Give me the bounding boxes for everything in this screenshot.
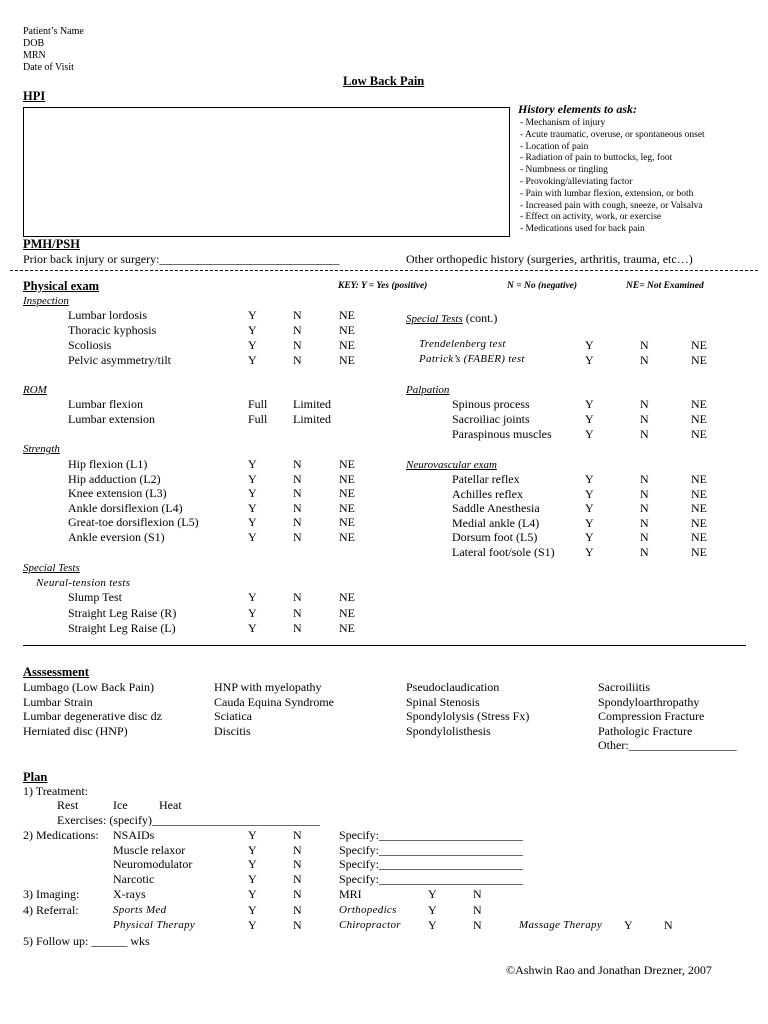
option-full[interactable]: Full [248, 412, 268, 426]
key-not-examined: NE= Not Examined [626, 281, 704, 291]
no-option[interactable]: N [293, 857, 302, 872]
no-option[interactable]: N [293, 605, 302, 620]
assessment-option[interactable]: Sciatica [214, 709, 252, 724]
ne-option[interactable]: NE [339, 621, 355, 635]
exam-item-label: Lumbar extension [68, 412, 155, 426]
assessment-option[interactable]: Spondyloarthropathy [598, 694, 700, 709]
chiropractor-no[interactable]: N [473, 918, 482, 932]
ice-option[interactable]: Ice [113, 798, 128, 812]
exam-item-label: Saddle Anesthesia [452, 501, 540, 516]
medication-label: Muscle relaxor [113, 842, 186, 857]
follow-up-field[interactable]: 5) Follow up: ______ wks [23, 934, 150, 948]
exam-item-label: Knee extension (L3) [68, 486, 167, 501]
no-option[interactable]: N [640, 338, 649, 352]
no-option[interactable]: N [640, 412, 649, 426]
specify-field[interactable]: Specify:________________________ [339, 872, 523, 887]
history-list [520, 118, 705, 236]
ne-option[interactable]: NE [339, 486, 355, 501]
orthopedics-yes[interactable]: Y [428, 903, 437, 917]
orthopedics-no[interactable]: N [473, 903, 482, 917]
yes-option[interactable]: Y [248, 872, 257, 887]
mri-label: MRI [339, 887, 362, 901]
yes-option[interactable]: Y [248, 486, 257, 501]
ne-option[interactable]: NE [691, 397, 707, 411]
key-no: N = No (negative) [507, 281, 578, 291]
treatment-label: 1) Treatment: [23, 784, 88, 798]
yes-option[interactable]: Y [585, 486, 594, 501]
history-item: - Radiation of pain to buttocks, leg, foot [520, 153, 673, 164]
exam-item-label: Spinous process [452, 397, 530, 411]
yes-option[interactable]: Y [248, 500, 257, 515]
history-item: - Pain with lumbar flexion, extension, or both [520, 188, 694, 199]
yes-option[interactable]: Y [585, 338, 594, 352]
exam-item-label: Straight Leg Raise (R) [68, 605, 177, 620]
assessment-option[interactable]: Spondylolysis (Stress Fx) [406, 709, 530, 724]
xrays-yes[interactable]: Y [248, 887, 257, 901]
chiropractor-yes[interactable]: Y [428, 918, 437, 932]
key-yes: KEY: Y = Yes (positive) [338, 281, 428, 291]
ne-option[interactable]: NE [339, 605, 355, 620]
heat-option[interactable]: Heat [159, 798, 182, 812]
ne-option[interactable]: NE [339, 515, 355, 530]
exam-item-label: Thoracic kyphosis [68, 323, 157, 337]
ne-option[interactable]: NE [339, 457, 355, 471]
palpation-heading: Palpation [406, 384, 450, 396]
no-option[interactable]: N [293, 486, 302, 501]
option-limited[interactable]: Limited [293, 412, 331, 426]
no-option[interactable]: N [293, 530, 302, 544]
no-option[interactable]: N [293, 828, 302, 842]
hpi-textbox[interactable] [23, 107, 510, 237]
history-item: - Medications used for back pain [520, 224, 645, 235]
no-option[interactable]: N [640, 486, 649, 501]
exam-item-label: Straight Leg Raise (L) [68, 621, 176, 635]
exam-item-label: Sacroiliac joints [452, 412, 530, 426]
specify-field[interactable]: Specify:________________________ [339, 842, 523, 857]
yes-option[interactable]: Y [585, 501, 594, 516]
exam-item-label: Lumbar lordosis [68, 308, 147, 322]
sports-med-yes[interactable]: Y [248, 903, 257, 917]
medication-label: NSAIDs [113, 828, 155, 842]
ne-option[interactable]: NE [691, 412, 707, 426]
exam-item-label: Trendelenberg test [419, 338, 506, 350]
neurovascular-heading: Neurovascular exam [406, 459, 497, 471]
physical-therapy-label: Physical Therapy [113, 919, 196, 931]
exam-item-label: Great-toe dorsiflexion (L5) [68, 515, 199, 530]
ne-option[interactable]: NE [339, 338, 355, 352]
patient-name-label: Patient’s Name [23, 26, 84, 37]
hpi-heading: HPI [23, 89, 46, 103]
rest-option[interactable]: Rest [57, 798, 79, 812]
assessment-option[interactable]: Sacroiliitis [598, 680, 650, 694]
physical-therapy-yes[interactable]: Y [248, 918, 257, 932]
pmh-heading: PMH/PSH [23, 237, 80, 251]
section-divider [10, 270, 758, 271]
special-tests-cont-heading: Special Tests (cont.) [406, 311, 498, 325]
history-item: - Provoking/alleviating factor [520, 176, 633, 187]
physical-therapy-no[interactable]: N [293, 918, 302, 932]
medications-label: 2) Medications: [23, 828, 99, 842]
yes-option[interactable]: Y [585, 427, 594, 441]
yes-option[interactable]: Y [585, 353, 594, 367]
yes-option[interactable]: Y [248, 857, 257, 872]
exam-item-label: Hip flexion (L1) [68, 457, 148, 471]
exam-item-label: Hip adduction (L2) [68, 471, 161, 486]
yes-option[interactable]: Y [585, 412, 594, 426]
mrn-label: MRN [23, 50, 46, 61]
history-item: - Mechanism of injury [520, 118, 606, 128]
xrays-no[interactable]: N [293, 887, 302, 901]
ne-option[interactable]: NE [691, 545, 707, 559]
prior-injury-field[interactable]: Prior back injury or surgery:______________________________ [23, 252, 340, 266]
massage-therapy-no[interactable]: N [664, 918, 673, 932]
assessment-option[interactable]: Spondylolisthesis [406, 723, 491, 738]
exam-divider [23, 645, 746, 646]
yes-option[interactable]: Y [585, 530, 594, 545]
history-item: - Location of pain [520, 141, 589, 152]
ne-option[interactable]: NE [339, 353, 355, 367]
no-option[interactable]: N [293, 515, 302, 530]
history-item: - Effect on activity, work, or exercise [520, 212, 662, 223]
dob-label: DOB [23, 38, 45, 49]
option-limited[interactable]: Limited [293, 397, 331, 411]
assessment-option[interactable]: Lumbar degenerative disc dz [23, 709, 162, 724]
exam-item-label: Patrick’s (FABER) test [419, 353, 525, 365]
yes-option[interactable]: Y [248, 338, 257, 352]
ne-option[interactable]: NE [691, 338, 707, 352]
yes-option[interactable]: Y [248, 590, 257, 604]
massage-therapy-yes[interactable]: Y [624, 918, 633, 932]
rom-heading: ROM [23, 384, 47, 396]
ne-option[interactable]: NE [691, 427, 707, 441]
exam-item-label: Patellar reflex [452, 472, 520, 486]
chiropractor-label: Chiropractor [339, 919, 401, 931]
exam-item-label: Achilles reflex [452, 486, 523, 501]
special-tests-heading: Special Tests [23, 562, 80, 574]
imaging-label: 3) Imaging: [23, 887, 80, 901]
history-item: - Numbness or tingling [520, 165, 608, 176]
no-option[interactable]: N [640, 472, 649, 486]
assessment-option[interactable]: Cauda Equina Syndrome [214, 694, 334, 709]
inspection-heading: Inspection [23, 295, 69, 307]
no-option[interactable]: N [640, 353, 649, 367]
yes-option[interactable]: Y [248, 842, 257, 857]
exam-item-label: Lateral foot/sole (S1) [452, 545, 555, 559]
ne-option[interactable]: NE [339, 530, 355, 544]
copyright: ©Ashwin Rao and Jonathan Drezner, 2007 [506, 963, 712, 977]
assessment-option[interactable]: Other:__________________ [598, 738, 737, 753]
no-option[interactable]: N [293, 621, 302, 635]
no-option[interactable]: N [640, 501, 649, 516]
yes-option[interactable]: Y [248, 828, 257, 842]
sports-med-no[interactable]: N [293, 903, 302, 917]
no-option[interactable]: N [293, 338, 302, 352]
no-option[interactable]: N [293, 500, 302, 515]
exam-item-label: Scoliosis [68, 338, 112, 352]
ne-option[interactable]: NE [339, 308, 355, 322]
ne-option[interactable]: NE [339, 323, 355, 337]
assessment-option[interactable]: Lumbar Strain [23, 694, 93, 709]
visit-date-label: Date of Visit [23, 62, 74, 73]
referral-label: 4) Referral: [23, 903, 79, 917]
sports-med-label: Sports Med [113, 904, 167, 916]
medication-label: Narcotic [113, 872, 155, 887]
ne-option[interactable]: NE [691, 472, 707, 486]
ne-option[interactable]: NE [691, 501, 707, 516]
no-option[interactable]: N [293, 308, 302, 322]
massage-therapy-label: Massage Therapy [519, 919, 603, 931]
yes-option[interactable]: Y [248, 457, 257, 471]
no-option[interactable]: N [640, 515, 649, 530]
no-option[interactable]: N [640, 545, 649, 559]
exam-item-label: Lumbar flexion [68, 397, 143, 411]
ne-option[interactable]: NE [691, 486, 707, 501]
no-option[interactable]: N [293, 471, 302, 486]
neural-tension-heading: Neural-tension tests [36, 577, 131, 589]
strength-heading: Strength [23, 443, 60, 455]
assessment-option[interactable]: HNP with myelopathy [214, 680, 322, 694]
option-full[interactable]: Full [248, 397, 268, 411]
exam-item-label: Pelvic asymmetry/tilt [68, 353, 171, 367]
assessment-heading: Asssessment [23, 665, 89, 679]
ne-option[interactable]: NE [339, 500, 355, 515]
history-item: - Acute traumatic, overuse, or spontaneous onset [520, 129, 705, 140]
exam-item-label: Ankle eversion (S1) [68, 530, 165, 544]
history-item: - Increased pain with cough, sneeze, or Valsalva [520, 200, 703, 211]
assessment-option[interactable]: Herniated disc (HNP) [23, 723, 128, 738]
no-option[interactable]: N [293, 353, 302, 367]
ne-option[interactable]: NE [691, 530, 707, 545]
medication-label: Neuromodulator [113, 857, 193, 872]
no-option[interactable]: N [293, 323, 302, 337]
exam-item-label: Medial ankle (L4) [452, 515, 540, 530]
yes-option[interactable]: Y [248, 308, 257, 322]
page-title: Low Back Pain [343, 74, 425, 88]
yes-option[interactable]: Y [248, 353, 257, 367]
history-heading: History elements to ask: [518, 102, 637, 116]
yes-option[interactable]: Y [248, 530, 257, 544]
ne-option[interactable]: NE [339, 471, 355, 486]
yes-option[interactable]: Y [248, 621, 257, 635]
other-ortho-history: Other orthopedic history (surgeries, arthritis, trauma, etc…) [406, 252, 693, 266]
ne-option[interactable]: NE [691, 515, 707, 530]
exam-item-label: Dorsum foot (L5) [452, 530, 538, 545]
mri-yes[interactable]: Y [428, 887, 437, 901]
yes-option[interactable]: Y [248, 323, 257, 337]
exam-item-label: Slump Test [68, 590, 122, 604]
yes-option[interactable]: Y [585, 515, 594, 530]
orthopedics-label: Orthopedics [339, 904, 397, 916]
plan-heading: Plan [23, 770, 48, 784]
mri-no[interactable]: N [473, 887, 482, 901]
assessment-option[interactable]: Pathologic Fracture [598, 723, 693, 738]
xrays-label: X-rays [113, 887, 146, 901]
yes-option[interactable]: Y [248, 515, 257, 530]
ne-option[interactable]: NE [691, 353, 707, 367]
yes-option[interactable]: Y [248, 605, 257, 620]
no-option[interactable]: N [640, 427, 649, 441]
no-option[interactable]: N [640, 530, 649, 545]
no-option[interactable]: N [293, 590, 302, 604]
ne-option[interactable]: NE [339, 590, 355, 604]
yes-option[interactable]: Y [585, 397, 594, 411]
specify-field[interactable]: Specify:________________________ [339, 857, 523, 872]
exercises-field[interactable]: Exercises: (specify)____________________________ [57, 813, 320, 827]
exam-item-label: Paraspinous muscles [452, 427, 552, 441]
yes-option[interactable]: Y [248, 471, 257, 486]
no-option[interactable]: N [293, 842, 302, 857]
assessment-option[interactable]: Discitis [214, 723, 251, 738]
assessment-option[interactable]: Lumbago (Low Back Pain) [23, 680, 154, 694]
no-option[interactable]: N [293, 872, 302, 887]
assessment-option[interactable]: Spinal Stenosis [406, 694, 480, 709]
assessment-option[interactable]: Pseudoclaudication [406, 680, 500, 694]
no-option[interactable]: N [293, 457, 302, 471]
physical-exam-heading: Physical exam [23, 279, 100, 293]
yes-option[interactable]: Y [585, 472, 594, 486]
exam-item-label: Ankle dorsiflexion (L4) [68, 500, 183, 515]
yes-option[interactable]: Y [585, 545, 594, 559]
assessment-option[interactable]: Compression Fracture [598, 709, 705, 724]
no-option[interactable]: N [640, 397, 649, 411]
specify-field[interactable]: Specify:________________________ [339, 828, 523, 842]
